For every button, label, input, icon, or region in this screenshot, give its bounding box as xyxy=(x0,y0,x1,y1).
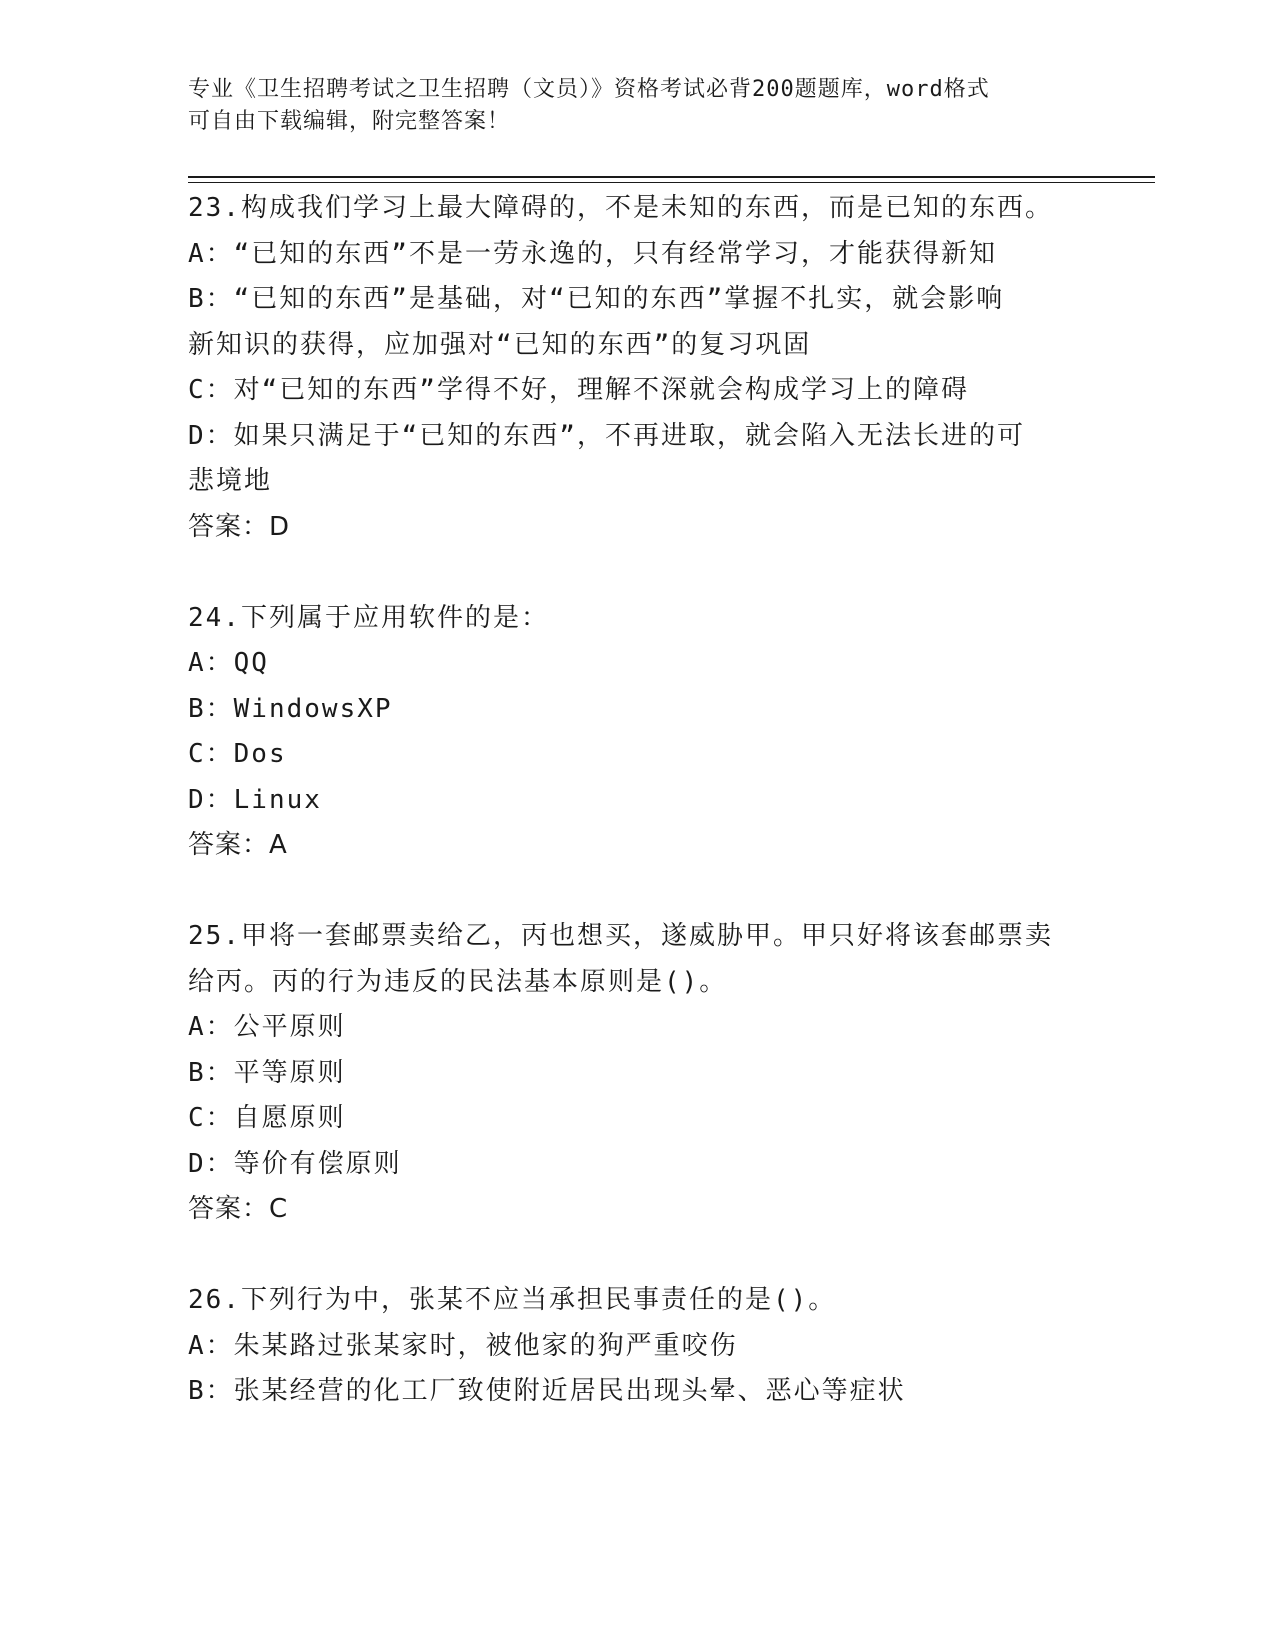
question-stem: 26.下列行为中，张某不应当承担民事责任的是()。 xyxy=(188,1285,837,1315)
answer-label: 答案：C xyxy=(188,1194,289,1224)
option-a: A：QQ xyxy=(188,648,269,678)
answer-label: 答案：A xyxy=(188,830,288,860)
header-divider-thick xyxy=(188,176,1155,178)
option-a: A：朱某路过张某家时，被他家的狗严重咬伤 xyxy=(188,1330,738,1361)
option-b-continued: 新知识的获得，应加强对“已知的东西”的复习巩固 xyxy=(188,329,812,360)
answer-label: 答案：D xyxy=(188,511,291,542)
option-d: D：如果只满足于“已知的东西”，不再进取，就会陷入无法长进的可 xyxy=(188,420,1025,451)
option-d-continued: 悲境地 xyxy=(188,466,273,496)
question-stem-continued: 给丙。丙的行为违反的民法基本原则是()。 xyxy=(188,966,728,997)
option-b: B：张某经营的化工厂致使附近居民出现头晕、恶心等症状 xyxy=(188,1376,906,1406)
option-c: C：Dos xyxy=(188,739,287,769)
document-header xyxy=(188,74,1088,138)
option-a: A：公平原则 xyxy=(188,1012,346,1042)
question-stem: 24.下列属于应用软件的是： xyxy=(188,602,549,633)
option-c: C：对“已知的东西”学得不好，理解不深就会构成学习上的障碍 xyxy=(188,375,969,405)
option-a: A：“已知的东西”不是一劳永逸的，只有经常学习，才能获得新知 xyxy=(188,238,997,269)
question-stem: 25.甲将一套邮票卖给乙，丙也想买，遂威胁甲。甲只好将该套邮票卖 xyxy=(188,921,1053,951)
option-b: B：WindowsXP xyxy=(188,693,393,724)
option-d: D：等价有偿原则 xyxy=(188,1148,402,1179)
option-d: D：Linux xyxy=(188,784,322,815)
question-23 xyxy=(188,186,1088,550)
header-line-2: 可自由下载编辑，附完整答案！ xyxy=(188,109,511,134)
questions-list xyxy=(188,186,1088,1415)
spacer xyxy=(188,869,1088,915)
option-b: B：平等原则 xyxy=(188,1057,346,1088)
header-line-1: 专业《卫生招聘考试之卫生招聘（文员）》资格考试必背200题题库，word格式 xyxy=(188,77,990,102)
question-25 xyxy=(188,914,1088,1233)
option-b: B：“已知的东西”是基础，对“已知的东西”掌握不扎实，就会影响 xyxy=(188,284,1005,314)
question-26 xyxy=(188,1278,1088,1415)
option-c: C：自愿原则 xyxy=(188,1103,346,1133)
spacer xyxy=(188,550,1088,596)
question-24 xyxy=(188,596,1088,869)
header-divider-thin xyxy=(188,182,1155,183)
spacer xyxy=(188,1233,1088,1279)
question-stem: 23.构成我们学习上最大障碍的，不是未知的东西，而是已知的东西。 xyxy=(188,193,1053,223)
